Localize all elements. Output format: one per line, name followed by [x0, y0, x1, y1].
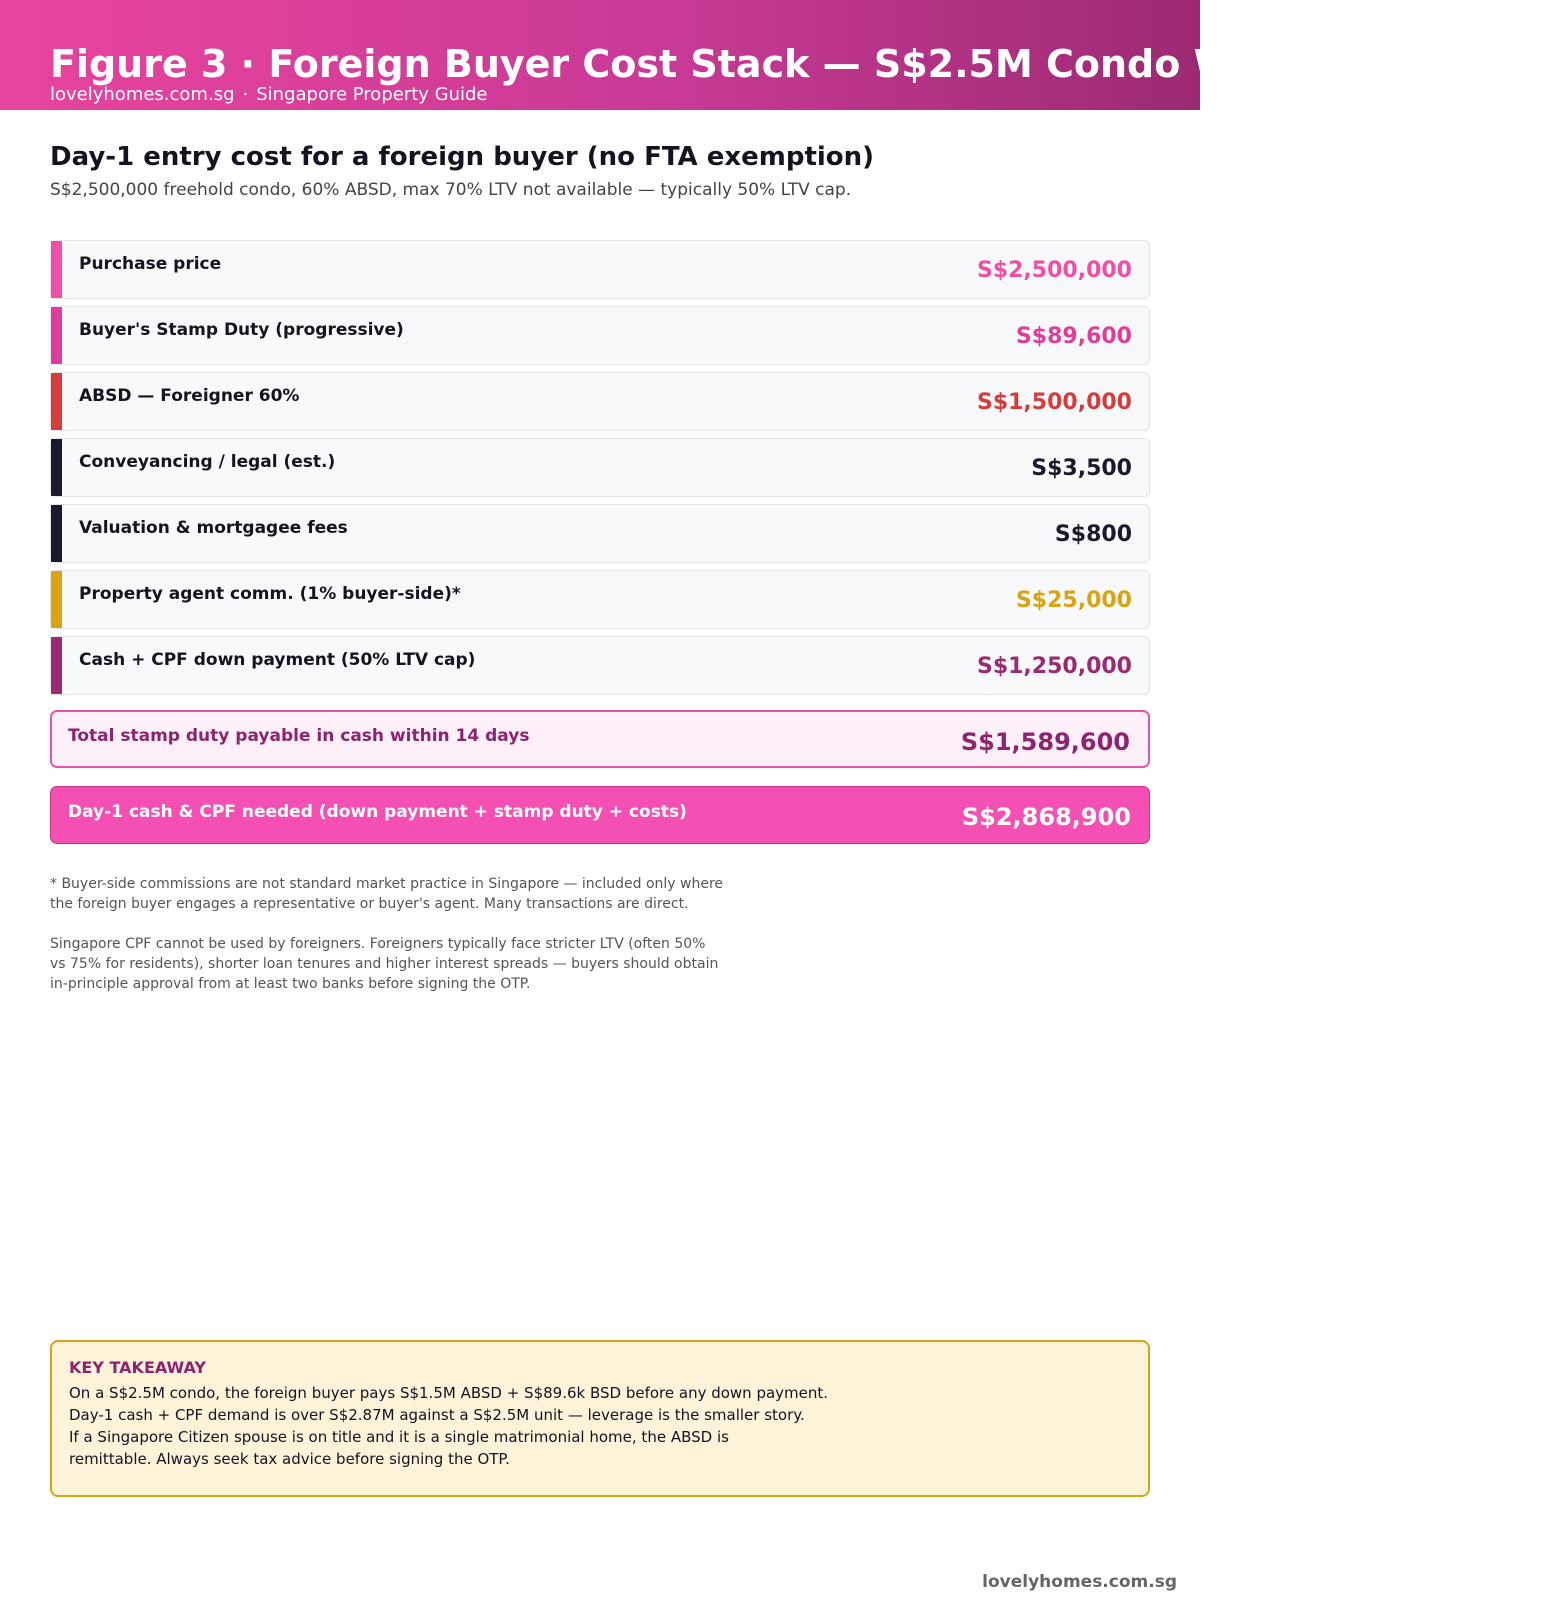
- row-label: Purchase price: [79, 254, 222, 274]
- row-label: Buyer's Stamp Duty (progressive): [79, 320, 404, 340]
- cost-row-valuation: [50, 504, 1150, 563]
- header-subtitle: [50, 84, 488, 105]
- day1-total-box: [50, 786, 1150, 844]
- row-amount: S$1,500,000: [976, 390, 1132, 415]
- cost-row-absd: [50, 372, 1150, 431]
- row-color-bar: [51, 439, 62, 496]
- total-stamp-duty-amount: S$1,589,600: [960, 728, 1130, 756]
- row-label: Property agent comm. (1% buyer-side)*: [79, 584, 461, 604]
- row-label: Cash + CPF down payment (50% LTV cap): [79, 650, 476, 670]
- row-color-bar: [51, 307, 62, 364]
- row-label: Valuation & mortgagee fees: [79, 518, 348, 538]
- figure-title: Figure 3 · Foreign Buyer Cost Stack — S$2.5M Condo Worked Example: [50, 42, 1551, 86]
- cost-rows: [50, 240, 1150, 702]
- total-stamp-duty-box: [50, 710, 1150, 768]
- takeaway-line: Day-1 cash + CPF demand is over S$2.87M against a S$2.5M unit — leverage is the smaller story.: [69, 1406, 805, 1424]
- separator: ·: [242, 84, 249, 105]
- footer-site: lovelyhomes.com.sg: [982, 1572, 1177, 1592]
- key-takeaway-body: [69, 1382, 1129, 1470]
- total-stamp-duty-label: Total stamp duty payable in cash within 14 days: [68, 726, 530, 746]
- cpf-note: Singapore CPF cannot be used by foreigners. Foreigners typically face stricter LTV (often 50% vs 75% for residents), shorter loan tenures and higher interest spreads — buyers should obtain in-principle approval from at least two banks before signing the OTP.: [50, 936, 719, 992]
- row-color-bar: [51, 241, 62, 298]
- takeaway-line: On a S$2.5M condo, the foreign buyer pays S$1.5M ABSD + S$89.6k BSD before any down payment.: [69, 1384, 829, 1402]
- cost-row-down-payment: [50, 636, 1150, 695]
- row-color-bar: [51, 373, 62, 430]
- row-color-bar: [51, 505, 62, 562]
- section-subtitle: S$2,500,000 freehold condo, 60% ABSD, max 70% LTV not available — typically 50% LTV cap.: [50, 180, 852, 200]
- takeaway-line: If a Singapore Citizen spouse is on title and it is a single matrimonial home, the ABSD is: [69, 1428, 729, 1446]
- cost-row-purchase-price: [50, 240, 1150, 299]
- day1-total-label: Day-1 cash & CPF needed (down payment + stamp duty + costs): [68, 802, 687, 822]
- row-amount: S$2,500,000: [976, 258, 1132, 283]
- cost-row-bsd: [50, 306, 1150, 365]
- row-label: Conveyancing / legal (est.): [79, 452, 336, 472]
- header-banner: [0, 0, 1551, 110]
- row-amount: S$25,000: [1015, 588, 1132, 613]
- row-amount: S$1,250,000: [976, 654, 1132, 679]
- row-color-bar: [51, 571, 62, 628]
- day1-total-amount: S$2,868,900: [961, 803, 1131, 831]
- key-takeaway-title: KEY TAKEAWAY: [69, 1358, 206, 1377]
- row-amount: S$89,600: [1015, 324, 1132, 349]
- footnote: * Buyer-side commissions are not standard market practice in Singapore — included only where the foreign buyer engages a representative or buyer's agent. Many transactions are direct.: [50, 876, 724, 912]
- cost-row-conveyancing: [50, 438, 1150, 497]
- cost-row-agent-commission: [50, 570, 1150, 629]
- row-amount: S$800: [1054, 522, 1132, 547]
- takeaway-line: remittable. Always seek tax advice before signing the OTP.: [69, 1450, 510, 1468]
- site-name: lovelyhomes.com.sg: [50, 84, 235, 105]
- guide-name: Singapore Property Guide: [256, 84, 488, 105]
- section-title: Day-1 entry cost for a foreign buyer (no FTA exemption): [50, 142, 875, 172]
- notes: [50, 874, 750, 994]
- row-color-bar: [51, 637, 62, 694]
- row-amount: S$3,500: [1031, 456, 1132, 481]
- key-takeaway-box: [50, 1340, 1150, 1497]
- row-label: ABSD — Foreigner 60%: [79, 386, 300, 406]
